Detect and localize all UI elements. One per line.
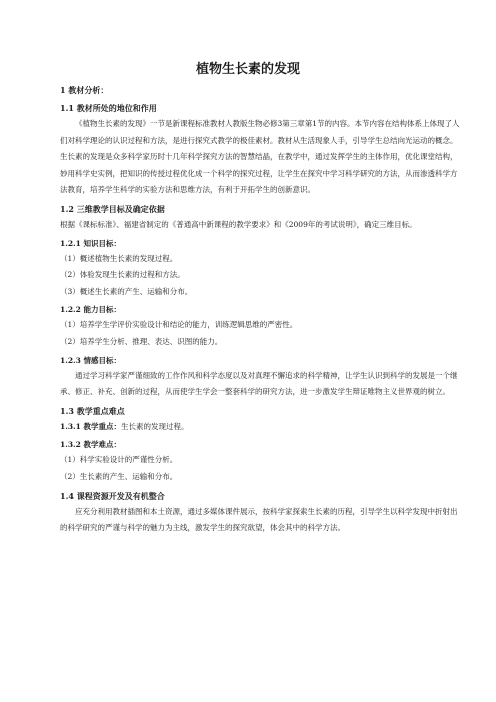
- section-1-2-2-heading: 1.2.2 能力目标：: [60, 305, 121, 315]
- section-1-3-1-label: 1.3.1 教学重点：: [60, 421, 121, 431]
- section-1-4-heading: 1.4 课程资源开发及有机整合: [60, 490, 165, 501]
- section-1-3-1-line: [60, 419, 462, 436]
- section-1-2-paragraph: 根据《课标标准》、福建省制定的《普通高中新课程的教学要求》和《2009年的考试说明》，确定三维目标。: [60, 219, 417, 229]
- section-1-3-1-text: 生长素的发现过程。: [121, 421, 189, 431]
- section-1-1-heading: 1.1 教材所处的地位和作用: [60, 103, 157, 113]
- section-1-2-1-heading: 1.2.1 知识目标：: [60, 238, 121, 248]
- section-1-3-2-heading: 1.3.2 教学难点：: [60, 440, 121, 450]
- difficulty-item: （2）生长素的产生、运输和分布。: [60, 471, 178, 481]
- document-body: [60, 84, 462, 537]
- section-1-2-3-heading: 1.2.3 情感目标：: [60, 355, 121, 365]
- knowledge-goal-item: （1）概述植物生长素的发现过程。: [60, 253, 178, 263]
- section-1-2-3-paragraph: 通过学习科学家严谨细致的工作作风和科学态度以及对真理不懈追求的科学精神，让学生认识到科学的发展是一个继承、修正、补充、创新的过程，从而使学生学会一整套科学的研究方法，进一步激发学生辩证唯物主义世界观的树立。: [60, 370, 458, 397]
- section-1-heading: 1 教材分析：: [60, 85, 109, 95]
- knowledge-goal-item: （3）概述生长素的产生、运输和分布。: [60, 286, 193, 296]
- ability-goal-item: （1）培养学生学评价实验设计和结论的能力，训练逻辑思维的严密性。: [60, 320, 298, 330]
- difficulty-item: （1）科学实验设计的严谨性分析。: [60, 455, 178, 465]
- page-title: 植物生长素的发现: [195, 62, 300, 77]
- section-1-3-heading: 1.3 教学重点难点: [60, 405, 125, 416]
- knowledge-goal-item: （2）体验发现生长素的过程和方法。: [60, 270, 185, 280]
- section-1-4-paragraph: 应充分利用教材插图和本土资源，通过多媒体课件展示，按科学家探索生长素的历程，引导学生以科学发现中折射出的科学研究的严谨与科学的魅力为主线，激发学生的探究欲望，体会其中的科学方法。: [60, 506, 458, 533]
- section-1-2-heading: 1.2 三维教学目标及确定依据: [60, 203, 165, 214]
- ability-goal-item: （2）培养学生分析、推理、表达、识图的能力。: [60, 336, 223, 346]
- section-1-1-paragraph: 《植物生长素的发现》一节是新课程标准教材人教版生物必修3第三章第1节的内容。本节内容在结构体系上体现了人们对科学理论的认识过程和方法，是进行探究式教学的极佳素材。教材从生活现象人手，引导学生总结向光运动的概念。生长素的发现是众多科学家历时十几年科学探究方法的智慧结晶，在教学中，通过发挥学生的主体作用，优化课堂结构，妙用科学史实例，把知识的传授过程优化成一个科学的探究过程，让学生在探究中学习科学研究的方法，从而渗透科学方法教育，培养学生科学的实验方法和思维方法，有利于开拓学生的创新意识。: [60, 119, 460, 195]
